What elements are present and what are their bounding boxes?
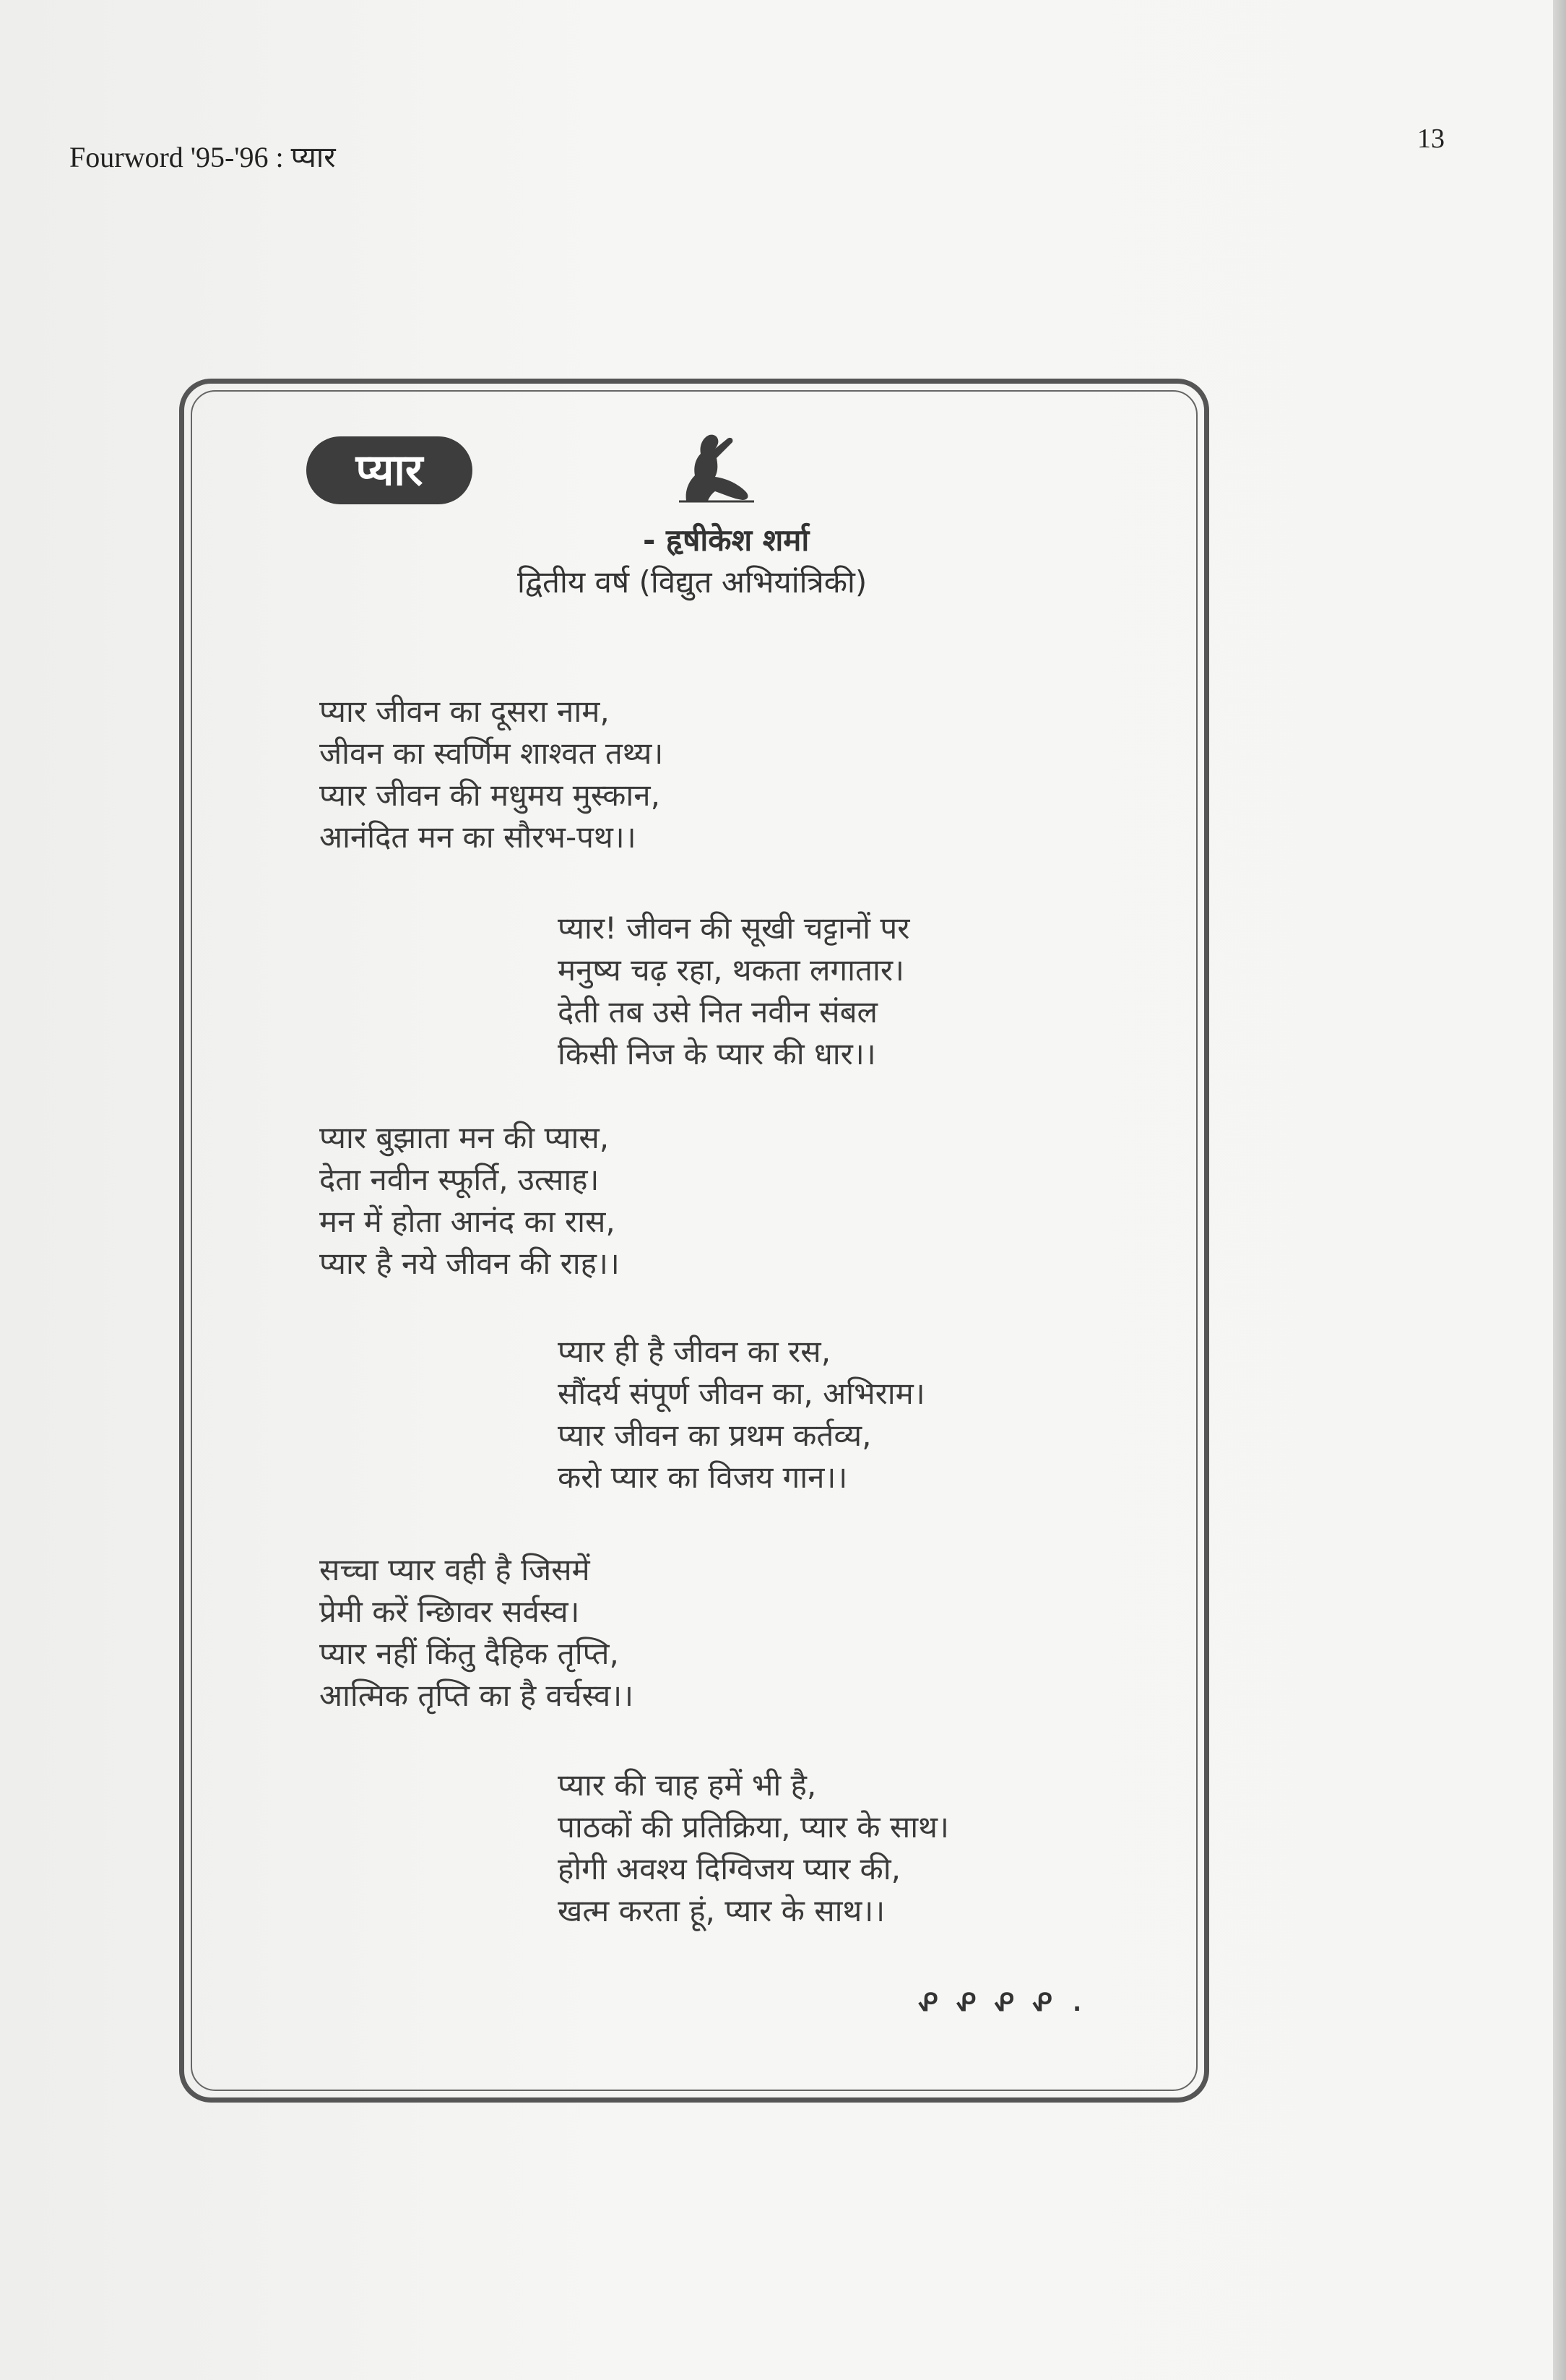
poem-line: सौंदर्य संपूर्ण जीवन का, अभिराम। <box>558 1376 925 1411</box>
poem-author: - हृषीकेश शर्मा <box>643 522 810 558</box>
poem-end-mark: ᕵ ᕵ ᕵ ᕵ . <box>917 1988 1086 2017</box>
poem-line: प्यार है नये जीवन की राह।। <box>319 1246 620 1281</box>
poem-line: प्यार बुझाता मन की प्यास, <box>319 1120 610 1155</box>
poem-line: करो प्यार का विजय गान।। <box>558 1460 848 1495</box>
stanza-6 <box>558 1764 949 1932</box>
stanza-5 <box>319 1549 633 1717</box>
poem-line: प्यार ही है जीवन का रस, <box>558 1334 831 1369</box>
poem-line: मनुष्य चढ़ रहा, थकता लगातार। <box>558 952 904 988</box>
stanza-3 <box>319 1117 620 1285</box>
poem-title: प्यार <box>306 436 472 504</box>
poem-line: किसी निज के प्यार की धार।। <box>558 1036 876 1072</box>
poem-line: प्यार जीवन का दूसरा नाम, <box>319 694 610 729</box>
seated-figure-icon <box>657 425 758 504</box>
poem-line: आत्मिक तृप्ति का है वर्चस्व।। <box>319 1678 634 1713</box>
poem-line: प्यार जीवन की मधुमय मुस्कान, <box>319 777 660 813</box>
poem-line: जीवन का स्वर्णिम शाश्वत तथ्य। <box>319 736 664 771</box>
poem-line: खत्म करता हूं, प्यार के साथ।। <box>558 1893 886 1928</box>
poem-line: प्रेमी करें न्छािवर सर्वस्व। <box>319 1594 580 1629</box>
poem-line: देती तब उसे नित नवीन संबल <box>558 994 878 1030</box>
page-number: 13 <box>1417 124 1445 154</box>
poem-line: आनंदित मन का सौरभ-पथ।। <box>319 819 636 855</box>
stanza-1 <box>319 691 663 858</box>
poem-line: प्यार की चाह हमें भी है, <box>558 1767 817 1803</box>
running-head: Fourword '95-'96 : प्यार <box>69 141 336 173</box>
stanza-4 <box>558 1331 925 1499</box>
poem-line: पाठकों की प्रतिक्रिया, प्यार के साथ। <box>558 1809 949 1845</box>
stanza-2 <box>558 907 909 1075</box>
poem-line: होगी अवश्य दिग्विजय प्यार की, <box>558 1851 901 1887</box>
poem-affiliation: द्वितीय वर्ष (विद्युत अभियांत्रिकी) <box>517 564 868 600</box>
poem-line: प्यार! जीवन की सूखी चट्टानों पर <box>558 910 910 946</box>
poem-line: सच्चा प्यार वही है जिसमें <box>319 1552 590 1587</box>
poem-line: देता नवीन स्फूर्ति, उत्साह। <box>319 1162 600 1197</box>
poem-line: प्यार नहीं किंतु दैहिक तृप्ति, <box>319 1636 619 1671</box>
poem-line: मन में होता आनंद का रास, <box>319 1204 615 1239</box>
poem-line: प्यार जीवन का प्रथम कर्तव्य, <box>558 1418 872 1453</box>
page-edge <box>1553 0 1566 2380</box>
